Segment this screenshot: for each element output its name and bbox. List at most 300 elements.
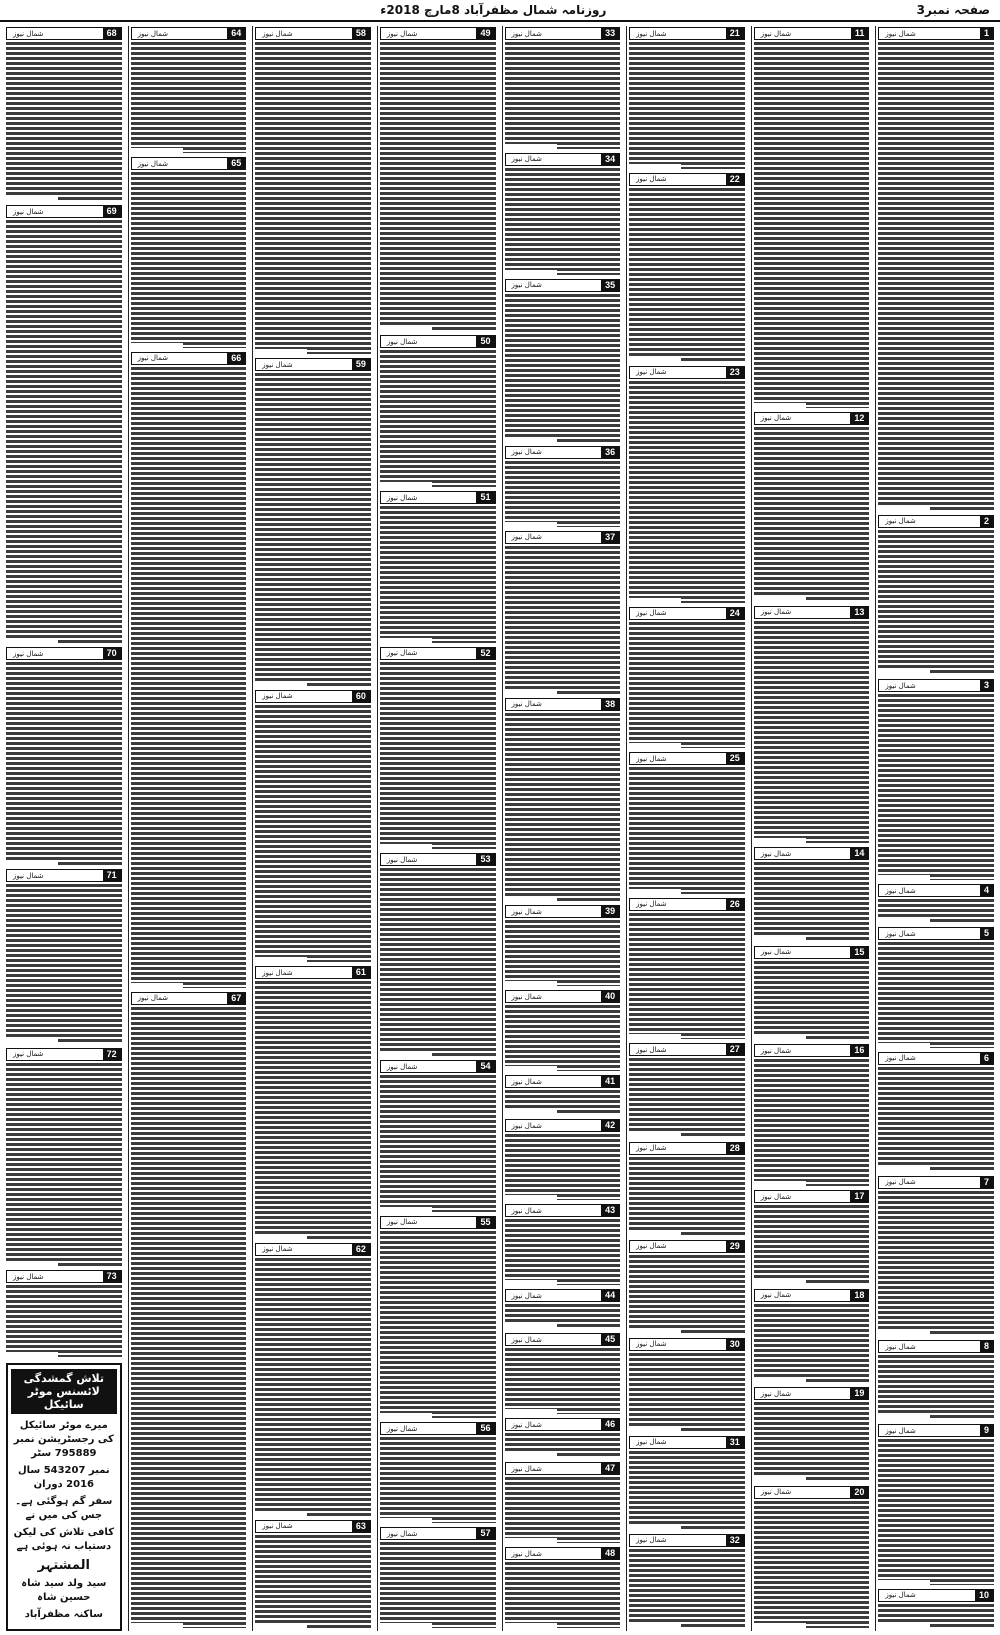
notice-header: [505, 990, 621, 1003]
notice: [505, 697, 621, 902]
notice-header: [505, 1333, 621, 1346]
notice-text: [878, 1191, 994, 1337]
notice: [505, 152, 621, 275]
notice-text: [754, 427, 870, 602]
notice-header: [6, 1048, 122, 1061]
notice: [505, 904, 621, 986]
notice: [754, 26, 870, 408]
lost-notice-line: کافی تلاش کی لیکن دستیاب نہ ہوئی ہے: [13, 1527, 115, 1552]
notice: [629, 1141, 745, 1236]
notice-number: 56: [476, 1423, 494, 1434]
notice-text: [878, 1355, 994, 1420]
notice: [505, 1074, 621, 1115]
notice-text: [505, 461, 621, 527]
notice-text: [629, 381, 745, 603]
notice-header: [505, 153, 621, 166]
notice-column: [626, 26, 747, 1631]
notice-text: [6, 42, 122, 201]
notice-source-label: شمال نیوز: [636, 1242, 667, 1251]
page-header: [0, 0, 1000, 22]
notice-text: [505, 42, 621, 149]
notice-number: 13: [850, 607, 868, 618]
notice-header: [878, 1424, 994, 1437]
notice: [878, 1175, 994, 1337]
notice: [754, 1043, 870, 1186]
notice-header: [629, 1436, 745, 1449]
notice-column: [128, 26, 249, 1631]
notice-source-label: شمال نیوز: [386, 1424, 418, 1433]
notice-number: 30: [726, 1339, 744, 1350]
notice-header: [131, 157, 247, 170]
notice-source-label: شمال نیوز: [511, 1464, 542, 1473]
notice: [380, 334, 496, 487]
notice-source-label: شمال نیوز: [386, 1218, 418, 1227]
notice: [131, 351, 247, 988]
notice-header: [754, 1289, 870, 1302]
lost-notice-line: سفر گم ہوگئی ہے۔ جس کی میں نے: [15, 1496, 113, 1521]
notice-column: [252, 26, 373, 1631]
notice: [505, 1546, 621, 1628]
notice-header: [380, 1060, 496, 1073]
notice-number: 14: [850, 848, 868, 859]
notice-source-label: شمال نیوز: [885, 1426, 916, 1435]
notice-text: [878, 1439, 994, 1585]
notice-number: 51: [476, 492, 494, 503]
notice: [6, 204, 122, 643]
notice-source-label: شمال نیوز: [636, 900, 667, 909]
notice-number: 23: [726, 367, 744, 378]
notice-header: [754, 946, 870, 959]
notice-number: 55: [476, 1217, 494, 1228]
notice-header: [131, 352, 247, 365]
notice: [878, 926, 994, 1047]
notice-source-label: شمال نیوز: [760, 1192, 792, 1201]
notice: [131, 26, 247, 153]
notice-text: [505, 1562, 621, 1628]
notice-source-label: شمال نیوز: [636, 1438, 667, 1447]
notice: [629, 1337, 745, 1432]
notice: [629, 1435, 745, 1530]
notice-text: [629, 913, 745, 1040]
advertiser-address: ساکنہ مظفرآباد: [24, 1609, 103, 1620]
notice: [754, 945, 870, 1040]
notice-source-label: شمال نیوز: [636, 1340, 667, 1349]
notice-source-label: شمال نیوز: [760, 414, 792, 423]
notice: [878, 678, 994, 880]
notice-number: 33: [601, 28, 619, 39]
notice-text: [380, 506, 496, 643]
notice: [505, 1203, 621, 1285]
notice-text: [878, 942, 994, 1047]
notice-header: [505, 531, 621, 544]
notice-text: [131, 1007, 247, 1628]
notice-header: [255, 690, 371, 703]
notice-header: [878, 515, 994, 528]
notice-number: 17: [850, 1191, 868, 1202]
notice: [380, 26, 496, 331]
notice-header: [878, 1589, 994, 1602]
notice-source-label: شمال نیوز: [636, 1144, 667, 1153]
notice-source-label: شمال نیوز: [511, 907, 542, 916]
notice: [629, 1042, 745, 1137]
notice-number: 35: [601, 280, 619, 291]
notice-source-label: شمال نیوز: [386, 29, 418, 38]
notice-header: [629, 1043, 745, 1056]
notice-text: [255, 1535, 371, 1628]
notice-number: 73: [103, 1271, 121, 1282]
notice-text: [878, 694, 994, 880]
notice-header: [380, 335, 496, 348]
notice-number: 28: [726, 1143, 744, 1154]
notice: [505, 1288, 621, 1329]
notice-number: 66: [227, 353, 245, 364]
notice-header: [629, 1338, 745, 1351]
advertiser-label: المشتہر: [37, 1558, 90, 1573]
notice-header: [629, 898, 745, 911]
notice-number: 57: [476, 1528, 494, 1539]
notice-source-label: شمال نیوز: [13, 871, 44, 880]
notice: [255, 689, 371, 963]
notice-header: [505, 905, 621, 918]
notice: [878, 1051, 994, 1172]
notice-source-label: شمال نیوز: [262, 1245, 293, 1254]
newspaper-title: روزنامہ شمال مظفرآباد 8مارچ 2018ء: [380, 3, 607, 17]
notice-text: [878, 899, 994, 923]
notice-source-label: شمال نیوز: [760, 29, 792, 38]
notice-header: [380, 1216, 496, 1229]
notice-source-label: شمال نیوز: [636, 175, 667, 184]
notice-text: [754, 1205, 870, 1284]
notice: [878, 1423, 994, 1585]
notice-header: [255, 1243, 371, 1256]
notice-header: [505, 1418, 621, 1431]
notice-source-label: شمال نیوز: [137, 159, 169, 168]
notice-number: 20: [850, 1487, 868, 1498]
lost-notice-heading: تلاش گمشدگی لائسنس موٹر سائیکل: [11, 1369, 117, 1414]
notice-header: [754, 27, 870, 40]
notice-number: 70: [103, 648, 121, 659]
notice-header: [505, 279, 621, 292]
notice-number: 61: [352, 967, 370, 978]
notice: [6, 646, 122, 865]
lost-license-notice: [6, 1363, 122, 1631]
notice-source-label: شمال نیوز: [760, 1291, 792, 1300]
notice-text: [255, 373, 371, 685]
notice-number: 22: [726, 174, 744, 185]
notice-header: [878, 927, 994, 940]
notice: [380, 646, 496, 850]
notice-number: 16: [850, 1045, 868, 1056]
notice-number: 60: [352, 691, 370, 702]
notice-source-label: شمال نیوز: [885, 681, 916, 690]
notice-header: [6, 27, 122, 40]
notice-text: [754, 1059, 870, 1186]
notice-source-label: شمال نیوز: [885, 1054, 916, 1063]
notice-number: 50: [476, 336, 494, 347]
notice: [878, 1339, 994, 1420]
notice-number: 58: [352, 28, 370, 39]
notice-column: [377, 26, 498, 1631]
notice-source-label: شمال نیوز: [511, 992, 542, 1001]
notice: [754, 1288, 870, 1383]
notice: [131, 156, 247, 347]
notice: [131, 991, 247, 1628]
notice-source-label: شمال نیوز: [386, 1529, 418, 1538]
notice-header: [6, 1270, 122, 1283]
notice-source-label: شمال نیوز: [13, 207, 44, 216]
notice-number: 42: [601, 1120, 619, 1131]
notice-text: [754, 1501, 870, 1628]
notice-text: [505, 546, 621, 694]
notice-source-label: شمال نیوز: [885, 886, 916, 895]
notice-header: [255, 1520, 371, 1533]
notice-header: [878, 1052, 994, 1065]
notice: [505, 530, 621, 694]
notice: [505, 278, 621, 442]
notice-number: 53: [476, 854, 494, 865]
notice: [878, 883, 994, 923]
notice-header: [878, 1340, 994, 1353]
notice: [629, 1533, 745, 1628]
page-number: صفحہ نمبر3: [916, 3, 990, 17]
notice-header: [754, 1486, 870, 1499]
notice: [255, 965, 371, 1239]
notice-text: [754, 42, 870, 408]
notice-source-label: شمال نیوز: [386, 493, 418, 502]
notice-number: 5: [980, 928, 993, 939]
notice-header: [505, 1547, 621, 1560]
notice-number: 19: [850, 1388, 868, 1399]
notice-number: 31: [726, 1437, 744, 1448]
notice-number: 18: [850, 1290, 868, 1301]
notice-text: [505, 294, 621, 442]
notice-text: [505, 1090, 621, 1115]
notice-text: [380, 350, 496, 487]
notice: [505, 1461, 621, 1543]
notice-text: [754, 1304, 870, 1383]
notice-text: [878, 1604, 994, 1628]
notice-header: [505, 1289, 621, 1302]
notice-number: 67: [227, 993, 245, 1004]
notice-column: [4, 26, 124, 1631]
notice-header: [754, 606, 870, 619]
notice-number: 1: [980, 28, 993, 39]
notice-number: 12: [850, 413, 868, 424]
notice-source-label: شمال نیوز: [511, 1549, 542, 1558]
notice-header: [629, 173, 745, 186]
notice: [6, 1047, 122, 1266]
notice: [255, 1242, 371, 1516]
notice-source-label: شمال نیوز: [386, 1062, 418, 1071]
notice-number: 68: [103, 28, 121, 39]
notice-text: [380, 1231, 496, 1419]
notice-header: [629, 1240, 745, 1253]
notice-text: [380, 662, 496, 850]
notice-text: [505, 1005, 621, 1071]
notice: [505, 1332, 621, 1414]
notice-number: 32: [726, 1535, 744, 1546]
notice: [505, 26, 621, 149]
notice-number: 9: [980, 1425, 993, 1436]
notice-text: [380, 868, 496, 1056]
notice-number: 7: [980, 1177, 993, 1188]
notice-source-label: شمال نیوز: [760, 1389, 792, 1398]
notice-number: 72: [103, 1049, 121, 1060]
notice-text: [629, 767, 745, 894]
notice-header: [380, 647, 496, 660]
notice-number: 54: [476, 1061, 494, 1072]
notice: [754, 1189, 870, 1284]
notice-source-label: شمال نیوز: [386, 649, 418, 658]
notice-text: [505, 1134, 621, 1200]
notice-header: [629, 366, 745, 379]
notice-header: [505, 1119, 621, 1132]
notice-column: [751, 26, 872, 1631]
notice-text: [505, 1348, 621, 1414]
notice-text: [131, 42, 247, 153]
notice-source-label: شمال نیوز: [13, 649, 44, 658]
notice-source-label: شمال نیوز: [511, 700, 542, 709]
notice-header: [505, 1204, 621, 1217]
notice-text: [754, 961, 870, 1040]
notice-header: [380, 491, 496, 504]
notice-source-label: شمال نیوز: [511, 448, 542, 457]
notice-source-label: شمال نیوز: [137, 354, 169, 363]
notice-source-label: شمال نیوز: [511, 533, 542, 542]
notice: [754, 846, 870, 941]
notice-text: [380, 1542, 496, 1628]
notice-number: 69: [103, 206, 121, 217]
notice: [255, 1519, 371, 1628]
notice-text: [255, 42, 371, 354]
notice-header: [878, 679, 994, 692]
notice-source-label: شمال نیوز: [262, 1522, 293, 1531]
notice-text: [131, 367, 247, 988]
notice: [380, 1215, 496, 1419]
notice-number: 11: [851, 28, 869, 39]
notice-header: [754, 847, 870, 860]
notice: [878, 26, 994, 511]
notice-text: [380, 1075, 496, 1212]
notice-header: [754, 1387, 870, 1400]
notice-number: 4: [980, 885, 993, 896]
notice: [6, 1269, 122, 1357]
notice-source-label: شمال نیوز: [511, 281, 542, 290]
notice-text: [629, 622, 745, 749]
notice-number: 15: [850, 947, 868, 958]
notice-text: [629, 1255, 745, 1334]
notice-number: 24: [726, 608, 744, 619]
notice: [380, 490, 496, 643]
notice-header: [6, 205, 122, 218]
notice-text: [505, 1433, 621, 1458]
notice: [878, 1588, 994, 1628]
notice-number: 34: [601, 154, 619, 165]
notice-source-label: شمال نیوز: [386, 337, 418, 346]
notice: [380, 852, 496, 1056]
lost-notice-line: نمبر 543207 سال 2016 دوران: [17, 1465, 110, 1490]
notice-header: [255, 966, 371, 979]
notice-source-label: شمال نیوز: [262, 968, 293, 977]
notice: [629, 751, 745, 894]
lost-notice-line: میرے موٹر سائیکل کی رجسٹریشن نمبر 795889 سٹر: [13, 1420, 114, 1459]
notice-number: 40: [601, 991, 619, 1002]
notice-header: [380, 27, 496, 40]
notice: [505, 445, 621, 527]
notice-header: [629, 27, 745, 40]
notice-source-label: شمال نیوز: [262, 360, 293, 369]
notice: [754, 411, 870, 602]
notice-source-label: شمال نیوز: [13, 29, 44, 38]
notice-number: 38: [601, 699, 619, 710]
notice-source-label: شمال نیوز: [636, 1045, 667, 1054]
notice-number: 43: [601, 1205, 619, 1216]
notice-text: [878, 1067, 994, 1172]
notice-source-label: شمال نیوز: [137, 29, 169, 38]
notice-source-label: شمال نیوز: [885, 29, 916, 38]
notice-header: [629, 752, 745, 765]
notice-header: [754, 1044, 870, 1057]
notice-header: [505, 27, 621, 40]
notice-number: 2: [980, 516, 993, 527]
notice-text: [6, 1285, 122, 1357]
notice: [505, 1118, 621, 1200]
notice-number: 65: [227, 158, 245, 169]
notice-text: [754, 621, 870, 844]
notice-source-label: شمال نیوز: [511, 1335, 542, 1344]
notice-source-label: شمال نیوز: [760, 1488, 792, 1497]
notice: [754, 1485, 870, 1628]
notice-number: 71: [103, 870, 121, 881]
notice: [754, 1386, 870, 1481]
notice-source-label: شمال نیوز: [636, 1536, 667, 1545]
notice-number: 25: [726, 753, 744, 764]
notice-number: 27: [726, 1044, 744, 1055]
notice-source-label: شمال نیوز: [885, 1342, 916, 1351]
notice-text: [629, 1157, 745, 1236]
notice-source-label: شمال نیوز: [885, 929, 916, 938]
notice-number: 46: [601, 1419, 619, 1430]
notice-header: [629, 1142, 745, 1155]
notice-text: [6, 662, 122, 865]
notice-text: [6, 884, 122, 1043]
notice-number: 26: [726, 899, 744, 910]
notice-header: [505, 1075, 621, 1088]
notice-source-label: شمال نیوز: [511, 1077, 542, 1086]
notice-source-label: شمال نیوز: [885, 517, 916, 526]
notice-header: [6, 869, 122, 882]
notice-text: [505, 713, 621, 902]
notice: [380, 1421, 496, 1523]
notice-text: [629, 1353, 745, 1432]
notice-source-label: شمال نیوز: [760, 608, 792, 617]
notice-header: [380, 1422, 496, 1435]
notice-header: [6, 647, 122, 660]
notice-number: 45: [601, 1334, 619, 1345]
notice: [629, 365, 745, 603]
notice-number: 41: [601, 1076, 619, 1087]
notice-text: [629, 42, 745, 169]
notice-source-label: شمال نیوز: [885, 1178, 916, 1187]
notice-source-label: شمال نیوز: [137, 994, 169, 1003]
notice: [255, 26, 371, 354]
notice: [629, 172, 745, 362]
notice-source-label: شمال نیوز: [636, 609, 667, 618]
notice-text: [255, 705, 371, 963]
notice-text: [380, 1437, 496, 1523]
notice-number: 6: [980, 1053, 993, 1064]
notice-text: [878, 530, 994, 676]
